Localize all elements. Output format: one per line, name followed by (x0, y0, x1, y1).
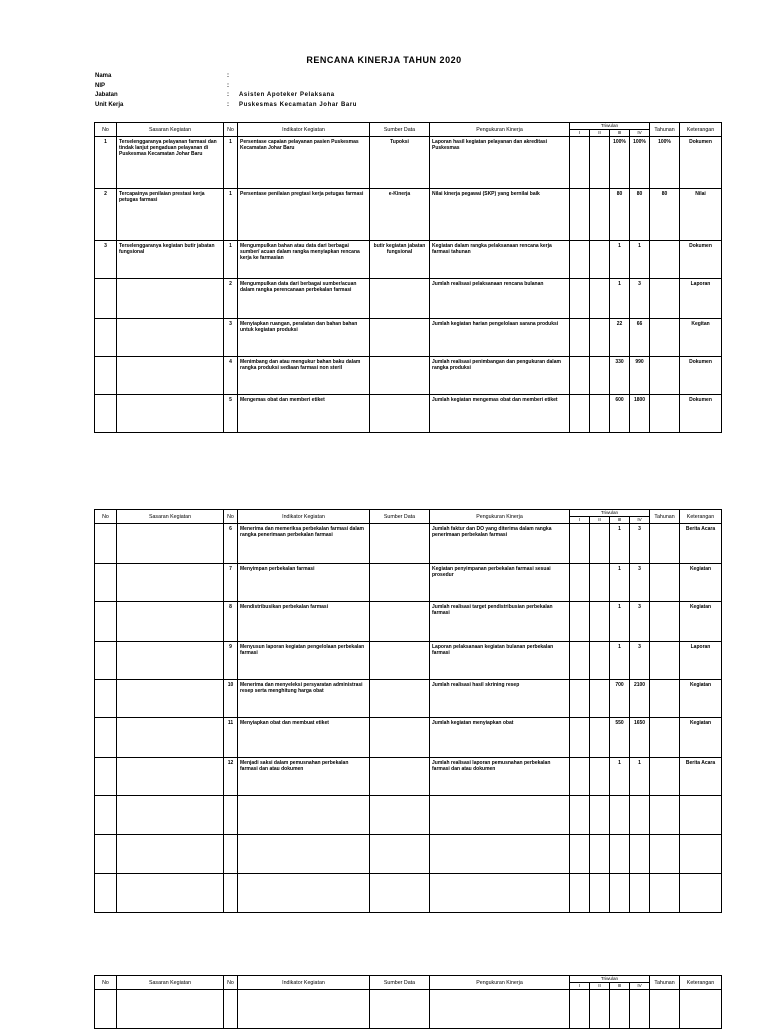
empty-cell (570, 835, 590, 874)
cell-sumber (370, 319, 430, 357)
cell-keterangan: Kegitan (680, 319, 722, 357)
empty-cell (370, 874, 430, 913)
col-header-triwulan: Triwulan (570, 123, 650, 130)
cell-pengukuran: Kegiatan penyimpanan perbekalan farmasi sesuai prosedur (430, 564, 570, 602)
cell-no2: 3 (224, 319, 238, 357)
empty-cell (570, 796, 590, 835)
cell-no2: 5 (224, 395, 238, 433)
table-row (95, 357, 722, 395)
cell-q3: 1 (610, 602, 630, 642)
cell-keterangan: Kegiatan (680, 602, 722, 642)
empty-row (95, 796, 722, 835)
empty-cell (370, 990, 430, 1029)
cell-no: 3 (95, 241, 117, 279)
empty-row (95, 835, 722, 874)
empty-cell (224, 990, 238, 1029)
cell-keterangan: Berita Acara (680, 758, 722, 796)
cell-q2 (590, 241, 610, 279)
cell-no2: 1 (224, 189, 238, 241)
cell-no2: 4 (224, 357, 238, 395)
cell-q2 (590, 718, 610, 758)
empty-cell (680, 990, 722, 1029)
cell-indikator: Menyusun laporan kegiatan pengelolaan perbekalan farmasi (238, 642, 370, 680)
table-row (95, 758, 722, 796)
cell-q4: 1650 (630, 718, 650, 758)
info-label: Jabatan (95, 92, 118, 98)
cell-no2: 6 (224, 524, 238, 564)
col-header-sasaran: Sasaran Kegiatan (117, 510, 224, 524)
cell-no (95, 524, 117, 564)
cell-pengukuran: Nilai kinerja pegawai (SKP) yang bernilai baik (430, 189, 570, 241)
cell-pengukuran: Jumlah realisasi laporan pemusnahan perbekalan farmasi dan atau dokumen (430, 758, 570, 796)
empty-cell (610, 990, 630, 1029)
info-colon: : (227, 92, 229, 98)
kinerja-table-1 (94, 122, 722, 433)
empty-cell (117, 990, 224, 1029)
col-header-no: No (95, 976, 117, 990)
empty-row (95, 874, 722, 913)
cell-no2: 1 (224, 241, 238, 279)
table-row (95, 642, 722, 680)
col-header-sumber-data: Sumber Data (370, 976, 430, 990)
cell-indikator: Menerima dan menyeleksi persyaratan administrasi resep serta menghitung harga obat (238, 680, 370, 718)
col-header-indikator: Indikator Kegiatan (238, 976, 370, 990)
col-header-q4: IV (630, 517, 650, 524)
cell-indikator: Mengumpulkan data dari berbagai sumber/acuan dalam rangka perencanaan perbekalan farmasi (238, 279, 370, 319)
cell-no (95, 279, 117, 319)
cell-indikator: Menerima dan memeriksa perbekalan farmasi dalam rangka penerimaan perbekalan farmasi (238, 524, 370, 564)
col-header-sumber-data: Sumber Data (370, 123, 430, 137)
table-row (95, 319, 722, 357)
empty-cell (570, 990, 590, 1029)
cell-q3: 1 (610, 241, 630, 279)
info-value: Asisten Apoteker Pelaksana (239, 92, 335, 98)
cell-q3: 22 (610, 319, 630, 357)
cell-sumber (370, 357, 430, 395)
cell-sumber: Tupoksi (370, 137, 430, 189)
kinerja-table-3 (94, 975, 722, 1029)
cell-tahunan (650, 241, 680, 279)
cell-keterangan: Nilai (680, 189, 722, 241)
empty-cell (430, 796, 570, 835)
cell-tahunan (650, 524, 680, 564)
cell-sumber (370, 718, 430, 758)
cell-tahunan (650, 279, 680, 319)
cell-q3: 550 (610, 718, 630, 758)
cell-q2 (590, 189, 610, 241)
cell-q3: 100% (610, 137, 630, 189)
kinerja-table-2 (94, 509, 722, 913)
col-header-tahunan: Tahunan (650, 976, 680, 990)
cell-no (95, 718, 117, 758)
cell-q1 (570, 357, 590, 395)
col-header-q1: I (570, 517, 590, 524)
cell-sumber (370, 602, 430, 642)
cell-q1 (570, 602, 590, 642)
empty-cell (590, 835, 610, 874)
cell-no (95, 680, 117, 718)
cell-q4: 3 (630, 602, 650, 642)
cell-pengukuran: Jumlah realisasi hasil skrining resep (430, 680, 570, 718)
cell-sumber (370, 279, 430, 319)
cell-q4: 1800 (630, 395, 650, 433)
cell-no (95, 395, 117, 433)
cell-no (95, 642, 117, 680)
col-header-indikator: Indikator Kegiatan (238, 123, 370, 137)
empty-cell (650, 874, 680, 913)
cell-tahunan (650, 718, 680, 758)
cell-pengukuran: Jumlah kegiatan mengemas obat dan memberi etiket (430, 395, 570, 433)
empty-cell (117, 874, 224, 913)
empty-cell (630, 990, 650, 1029)
cell-no (95, 602, 117, 642)
col-header-q4: IV (630, 983, 650, 990)
info-label: Unit Kerja (95, 101, 124, 108)
empty-cell (95, 990, 117, 1029)
cell-sasaran: Terselenggaranya kegiatan butir jabatan fungsional (117, 241, 224, 279)
col-header-pengukuran: Pengukuran Kinerja (430, 123, 570, 137)
cell-sasaran (117, 524, 224, 564)
table-row (95, 241, 722, 279)
cell-no2: 2 (224, 279, 238, 319)
cell-q1 (570, 189, 590, 241)
cell-sasaran (117, 395, 224, 433)
empty-cell (610, 835, 630, 874)
col-header-keterangan: Keterangan (680, 123, 722, 137)
cell-q3: 1 (610, 564, 630, 602)
empty-cell (224, 796, 238, 835)
col-header-keterangan: Keterangan (680, 976, 722, 990)
cell-sumber: butir kegiatan jabatan fungsional (370, 241, 430, 279)
empty-cell (370, 796, 430, 835)
cell-q4: 66 (630, 319, 650, 357)
cell-indikator: Menjadi saksi dalam pemusnahan perbekalan farmasi dan atau dokumen (238, 758, 370, 796)
cell-q4: 990 (630, 357, 650, 395)
cell-no (95, 564, 117, 602)
cell-q1 (570, 680, 590, 718)
cell-tahunan (650, 680, 680, 718)
cell-q1 (570, 279, 590, 319)
empty-cell (570, 874, 590, 913)
info-row-nama (95, 72, 357, 82)
cell-q1 (570, 524, 590, 564)
cell-pengukuran: Kegiatan dalam rangka pelaksanaan rencana kerja farmasi tahunan (430, 241, 570, 279)
cell-sumber (370, 642, 430, 680)
cell-q2 (590, 642, 610, 680)
header-row (95, 510, 722, 517)
info-value: Puskesmas Kecamatan Johar Baru (239, 101, 358, 108)
cell-q4: 3 (630, 524, 650, 564)
info-row-jabatan (95, 91, 357, 101)
col-header-no: No (95, 510, 117, 524)
table-row (95, 279, 722, 319)
cell-q1 (570, 564, 590, 602)
cell-keterangan: Kegiatan (680, 680, 722, 718)
col-header-q1: I (570, 983, 590, 990)
col-header-q4: IV (630, 130, 650, 137)
col-header-no-indikator: No (224, 510, 238, 524)
table-row (95, 718, 722, 758)
cell-q2 (590, 279, 610, 319)
cell-tahunan (650, 357, 680, 395)
col-header-keterangan: Keterangan (680, 510, 722, 524)
cell-pengukuran: Laporan hasil kegiatan pelayanan dan akreditasi Puskesmas (430, 137, 570, 189)
cell-q3: 700 (610, 680, 630, 718)
empty-cell (650, 796, 680, 835)
cell-q1 (570, 395, 590, 433)
header-row (95, 123, 722, 130)
cell-q1 (570, 718, 590, 758)
col-header-no-indikator: No (224, 123, 238, 137)
col-header-q2: II (590, 130, 610, 137)
cell-keterangan: Laporan (680, 279, 722, 319)
cell-no2: 8 (224, 602, 238, 642)
info-row-unit-kerja (95, 101, 357, 111)
empty-cell (95, 796, 117, 835)
cell-sasaran (117, 718, 224, 758)
table-row (95, 564, 722, 602)
cell-sasaran: Terselenggaranya pelayanan farmasi dan tindak lanjut pengaduan pelayanan di Puskesmas Kecamatan Johar Baru (117, 137, 224, 189)
cell-q2 (590, 137, 610, 189)
cell-q3: 600 (610, 395, 630, 433)
cell-indikator: Persentase penilaian pregtasi kerja petugas farmasi (238, 189, 370, 241)
empty-cell (117, 796, 224, 835)
cell-indikator: Menyimpan perbekalan farmasi (238, 564, 370, 602)
info-colon: : (227, 73, 229, 79)
empty-cell (238, 990, 370, 1029)
col-header-tahunan: Tahunan (650, 510, 680, 524)
cell-pengukuran: Jumlah realisasi pelaksanaan rencana bulanan (430, 279, 570, 319)
empty-cell (610, 796, 630, 835)
empty-cell (238, 874, 370, 913)
cell-no (95, 357, 117, 395)
cell-q1 (570, 137, 590, 189)
cell-indikator: Menyiapkan obat dan membuat etiket (238, 718, 370, 758)
cell-q2 (590, 758, 610, 796)
cell-q2 (590, 357, 610, 395)
empty-cell (430, 835, 570, 874)
cell-q4: 100% (630, 137, 650, 189)
empty-cell (370, 835, 430, 874)
cell-sasaran (117, 357, 224, 395)
col-header-indikator: Indikator Kegiatan (238, 510, 370, 524)
empty-cell (117, 835, 224, 874)
cell-no2: 9 (224, 642, 238, 680)
empty-cell (224, 835, 238, 874)
cell-sasaran (117, 680, 224, 718)
cell-q4: 3 (630, 279, 650, 319)
cell-q3: 1 (610, 279, 630, 319)
cell-indikator: Mengemas obat dan memberi etiket (238, 395, 370, 433)
cell-no2: 7 (224, 564, 238, 602)
cell-pengukuran: Jumlah faktur dan DO yang diterima dalam rangka penerimaan perbekalan farmasi (430, 524, 570, 564)
cell-q2 (590, 524, 610, 564)
col-header-q3: III (610, 983, 630, 990)
empty-cell (630, 874, 650, 913)
cell-q2 (590, 602, 610, 642)
cell-sasaran (117, 758, 224, 796)
info-colon: : (227, 101, 229, 108)
cell-q3: 330 (610, 357, 630, 395)
cell-keterangan: Dokumen (680, 395, 722, 433)
empty-cell (238, 835, 370, 874)
cell-no (95, 758, 117, 796)
col-header-no: No (95, 123, 117, 137)
cell-q3: 1 (610, 642, 630, 680)
cell-q2 (590, 564, 610, 602)
cell-sumber: e-Kinerja (370, 189, 430, 241)
table-row (95, 602, 722, 642)
page-title: RENCANA KINERJA TAHUN 2020 (306, 55, 462, 65)
empty-cell (95, 874, 117, 913)
cell-pengukuran: Jumlah kegiatan harian pengelolaan sarana produksi (430, 319, 570, 357)
cell-no2: 1 (224, 137, 238, 189)
col-header-sasaran: Sasaran Kegiatan (117, 123, 224, 137)
col-header-q1: I (570, 130, 590, 137)
employee-info (95, 72, 357, 110)
cell-q4: 3 (630, 642, 650, 680)
table-row (95, 137, 722, 189)
cell-indikator: Persentase capaian pelayanan pasien Puskesmas Kecamatan Johar Baru (238, 137, 370, 189)
table-row (95, 680, 722, 718)
col-header-triwulan: Triwulan (570, 510, 650, 517)
empty-cell (590, 990, 610, 1029)
col-header-tahunan: Tahunan (650, 123, 680, 137)
cell-q4: 80 (630, 189, 650, 241)
col-header-q2: II (590, 983, 610, 990)
col-header-q2: II (590, 517, 610, 524)
cell-q1 (570, 758, 590, 796)
cell-sasaran: Tercapainya penilaian prestasi kerja petugas farmasi (117, 189, 224, 241)
cell-tahunan: 100% (650, 137, 680, 189)
empty-cell (430, 874, 570, 913)
cell-q3: 1 (610, 524, 630, 564)
col-header-sumber-data: Sumber Data (370, 510, 430, 524)
header-row (95, 976, 722, 983)
cell-q4: 1 (630, 758, 650, 796)
empty-cell (590, 874, 610, 913)
col-header-q3: III (610, 517, 630, 524)
cell-indikator: Menyiapkan ruangan, peralatan dan bahan bahan untuk kegiatan produksi (238, 319, 370, 357)
empty-cell (610, 874, 630, 913)
cell-keterangan: Laporan (680, 642, 722, 680)
cell-tahunan (650, 642, 680, 680)
cell-q1 (570, 642, 590, 680)
empty-cell (590, 796, 610, 835)
empty-cell (680, 874, 722, 913)
cell-no2: 10 (224, 680, 238, 718)
cell-keterangan: Berita Acara (680, 524, 722, 564)
table-row (95, 189, 722, 241)
cell-keterangan: Kegiatan (680, 718, 722, 758)
cell-q3: 1 (610, 758, 630, 796)
empty-cell (95, 835, 117, 874)
cell-q1 (570, 319, 590, 357)
empty-cell (430, 990, 570, 1029)
cell-q4: 3 (630, 564, 650, 602)
table-row (95, 395, 722, 433)
cell-no: 1 (95, 137, 117, 189)
info-label: NIP (95, 82, 106, 89)
cell-pengukuran: Jumlah realisasi target pendistribusian perbekalan farmasi (430, 602, 570, 642)
cell-sumber (370, 680, 430, 718)
cell-indikator: Menimbang dan atau mengukur bahan baku dalam rangka produksi sediaan farmasi non steril (238, 357, 370, 395)
empty-row (95, 990, 722, 1029)
col-header-triwulan: Triwulan (570, 976, 650, 983)
col-header-q3: III (610, 130, 630, 137)
col-header-pengukuran: Pengukuran Kinerja (430, 510, 570, 524)
cell-sasaran (117, 279, 224, 319)
cell-no2: 11 (224, 718, 238, 758)
cell-q1 (570, 241, 590, 279)
empty-cell (238, 796, 370, 835)
cell-sumber (370, 524, 430, 564)
cell-q2 (590, 680, 610, 718)
cell-sasaran (117, 564, 224, 602)
cell-pengukuran: Jumlah realisasi penimbangan dan pengukuran dalam rangka produksi (430, 357, 570, 395)
cell-tahunan (650, 395, 680, 433)
empty-cell (680, 835, 722, 874)
cell-no2: 12 (224, 758, 238, 796)
empty-cell (630, 796, 650, 835)
col-header-sasaran: Sasaran Kegiatan (117, 976, 224, 990)
col-header-pengukuran: Pengukuran Kinerja (430, 976, 570, 990)
cell-indikator: Mengumpulkan bahan atau data dari berbagai sumber/ acuan dalam rangka menyiapkan rencana kerja ke farmasian (238, 241, 370, 279)
cell-keterangan: Dokumen (680, 137, 722, 189)
empty-cell (650, 835, 680, 874)
info-label: Nama (95, 73, 112, 79)
empty-cell (630, 835, 650, 874)
empty-cell (224, 874, 238, 913)
cell-pengukuran: Jumlah kegiatan menyiapkan obat (430, 718, 570, 758)
cell-keterangan: Kegiatan (680, 564, 722, 602)
cell-tahunan (650, 319, 680, 357)
cell-tahunan (650, 602, 680, 642)
cell-sasaran (117, 319, 224, 357)
empty-cell (650, 990, 680, 1029)
cell-indikator: Mendistribusikan perbekalan farmasi (238, 602, 370, 642)
cell-sasaran (117, 602, 224, 642)
cell-tahunan: 80 (650, 189, 680, 241)
cell-sasaran (117, 642, 224, 680)
cell-tahunan (650, 758, 680, 796)
info-colon: : (227, 82, 229, 89)
cell-tahunan (650, 564, 680, 602)
cell-no: 2 (95, 189, 117, 241)
cell-sumber (370, 758, 430, 796)
info-row-nip (95, 82, 357, 92)
table-row (95, 524, 722, 564)
cell-sumber (370, 564, 430, 602)
cell-q2 (590, 395, 610, 433)
cell-no (95, 319, 117, 357)
cell-q3: 80 (610, 189, 630, 241)
cell-q2 (590, 319, 610, 357)
cell-keterangan: Dokumen (680, 241, 722, 279)
cell-pengukuran: Laporan pelaksanaan kegiatan bulanan perbekalan farmasi (430, 642, 570, 680)
col-header-no-indikator: No (224, 976, 238, 990)
cell-q4: 1 (630, 241, 650, 279)
empty-cell (680, 796, 722, 835)
cell-keterangan: Dokumen (680, 357, 722, 395)
cell-sumber (370, 395, 430, 433)
cell-q4: 2100 (630, 680, 650, 718)
